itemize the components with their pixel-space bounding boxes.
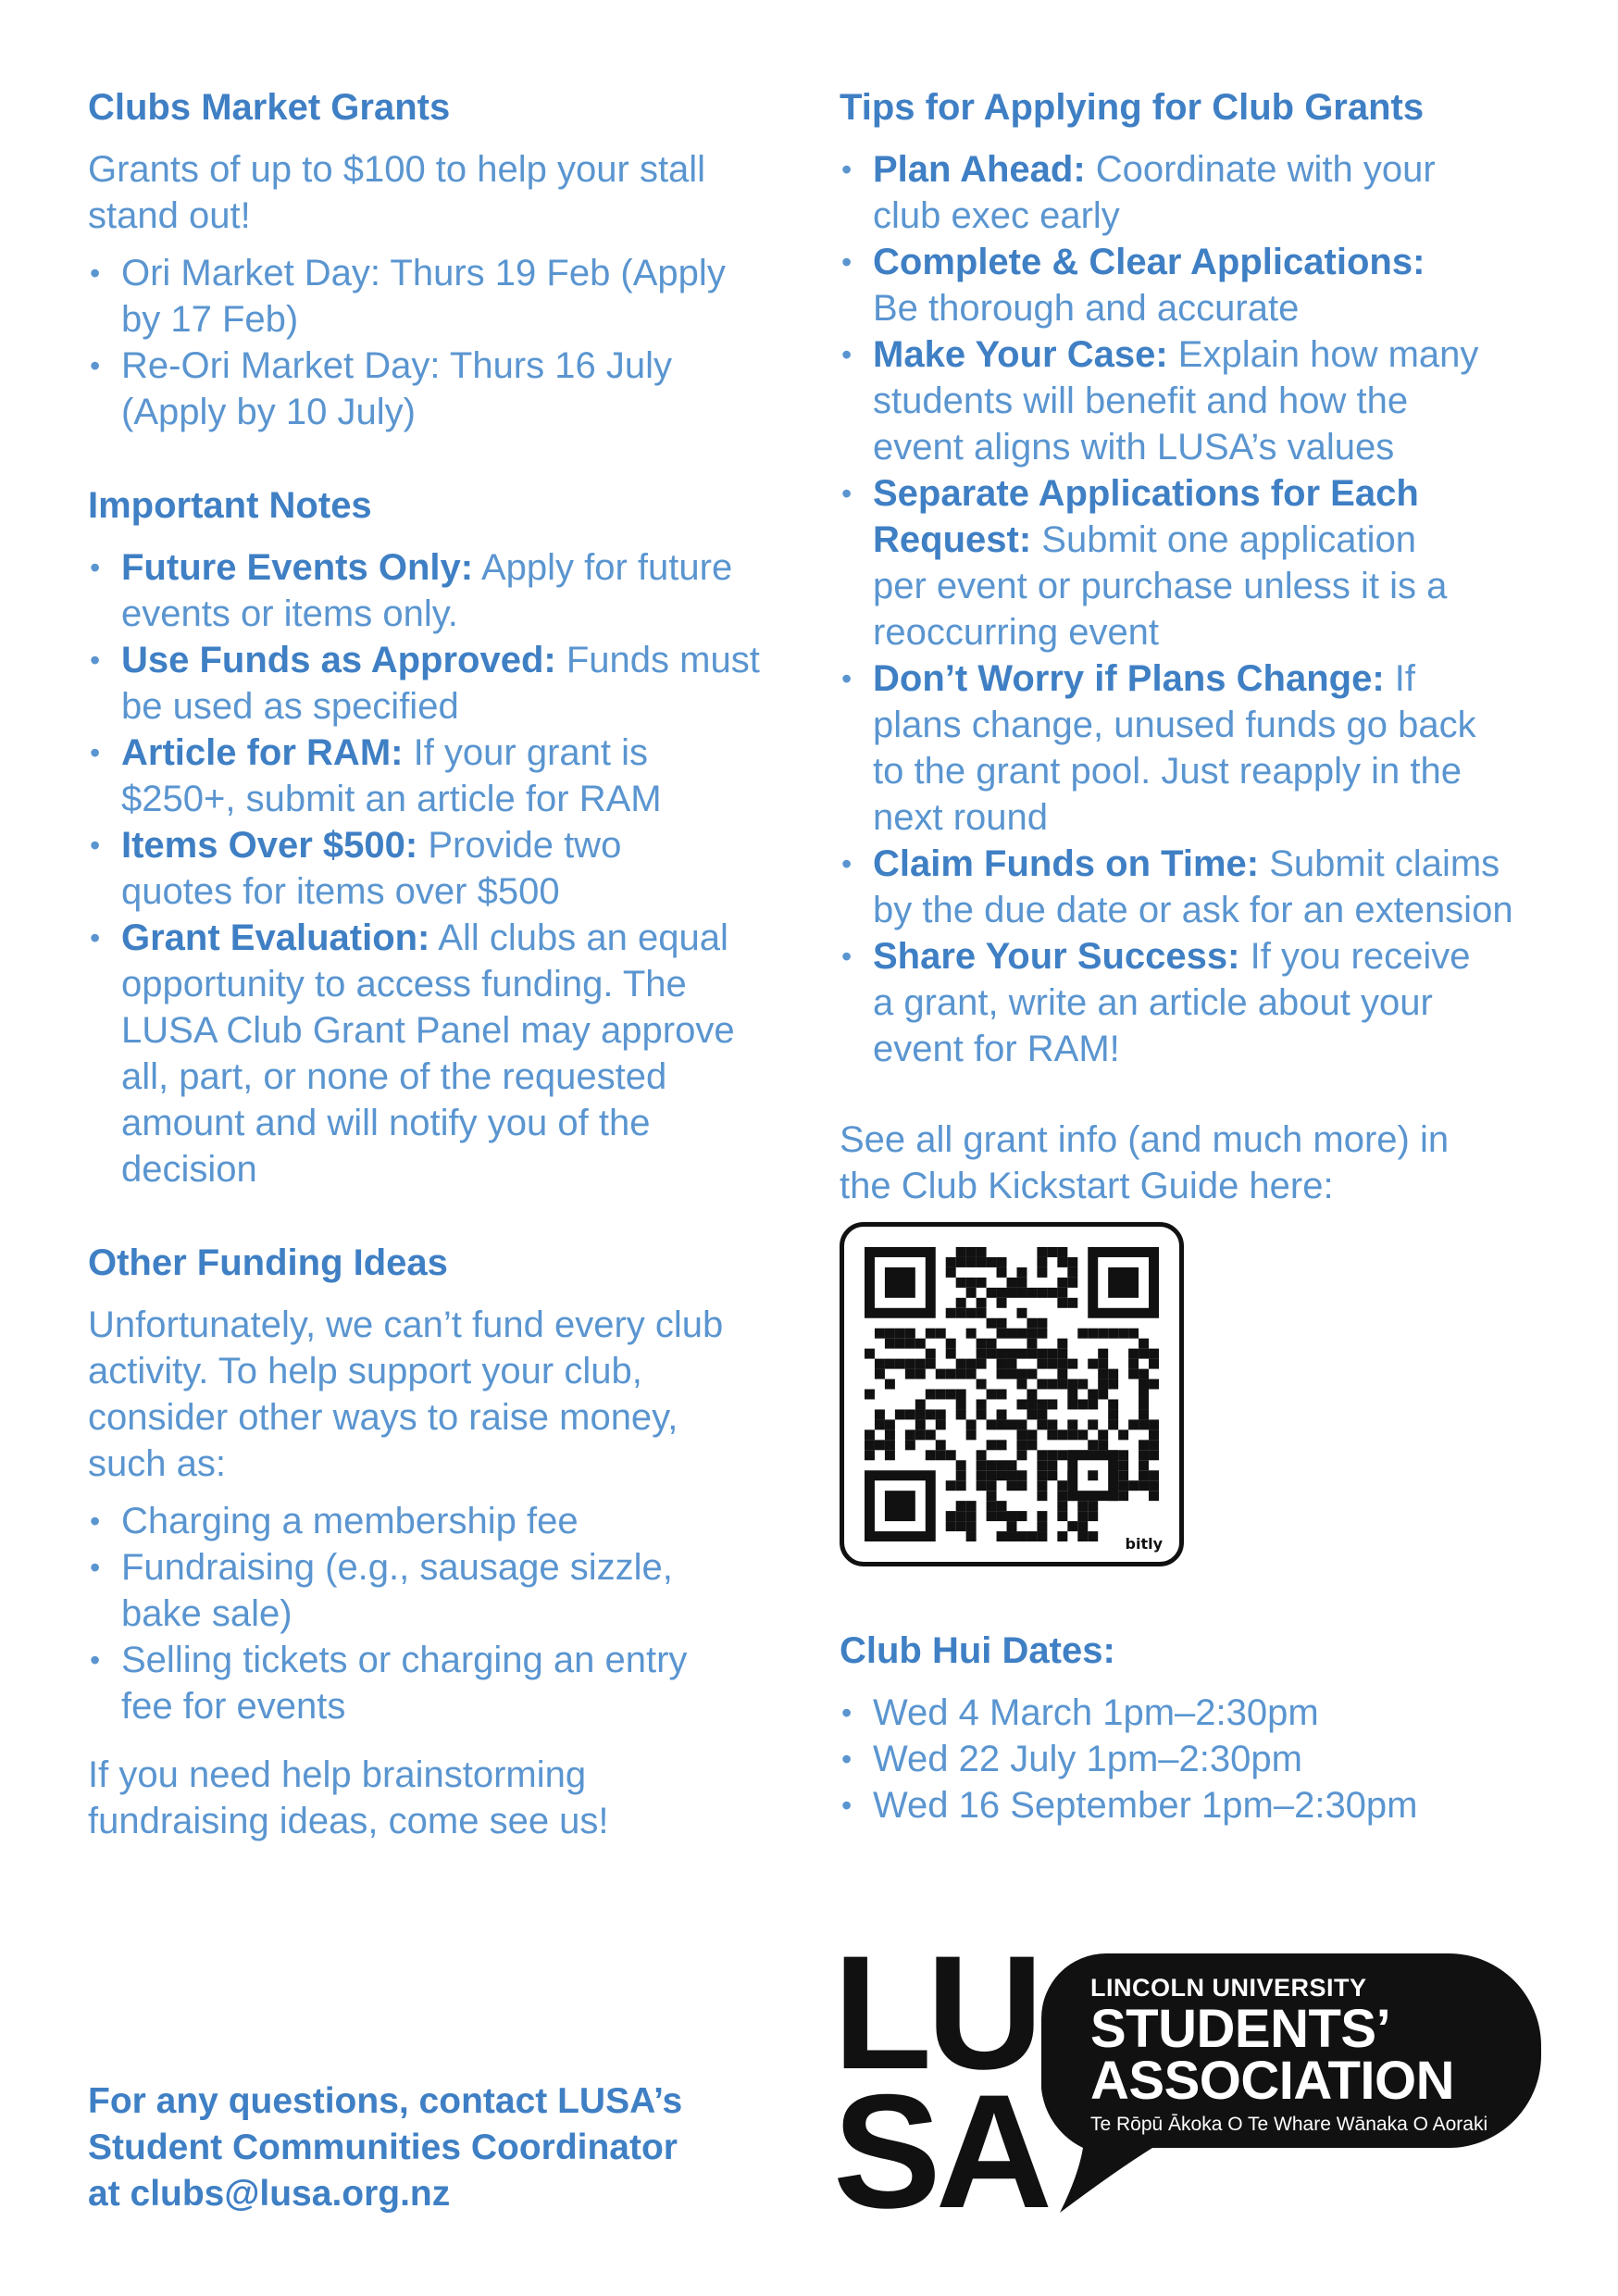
list-item: • Claim Funds on Time: Submit claims by the due date or ask for an extension xyxy=(840,841,1543,933)
list-item: • Use Funds as Approved: Funds must be used as specified xyxy=(88,637,801,730)
brainstorm-note: If you need help brainstorming fundraising ideas, come see us! xyxy=(88,1754,609,1841)
bitly-label: bitly xyxy=(1125,1535,1163,1553)
contact-info: For any questions, contact LUSA’s Student Communities Coordinator at clubs@lusa.org.nz xyxy=(88,2078,791,2217)
funding-ideas-list xyxy=(88,1498,801,1729)
list-item: • Future Events Only: Apply for future events or items only. xyxy=(88,544,801,637)
list-item: • Selling tickets or charging an entry fee for events xyxy=(88,1637,801,1729)
list-item: • Wed 16 September 1pm–2:30pm xyxy=(840,1782,1543,1828)
list-item: • Wed 22 July 1pm–2:30pm xyxy=(840,1736,1543,1782)
list-item: • Make Your Case: Explain how many students will benefit and how the event aligns with LUSA’s values xyxy=(840,331,1543,470)
hui-dates xyxy=(840,1625,1543,1828)
tips-list xyxy=(840,146,1543,1072)
right-column xyxy=(840,81,1543,1209)
list-item: • Complete & Clear Applications: Be thorough and accurate xyxy=(840,239,1543,331)
important-notes-list xyxy=(88,544,801,1192)
market-grants-heading: Clubs Market Grants xyxy=(88,87,451,128)
list-item: • Charging a membership fee xyxy=(88,1498,801,1544)
list-item: • Ori Market Day: Thurs 19 Feb (Apply by 17 Feb) xyxy=(88,250,801,343)
list-item: • Re-Ori Market Day: Thurs 16 July (Apply by 10 July) xyxy=(88,343,801,435)
hui-dates-list xyxy=(840,1690,1543,1828)
list-item: • Share Your Success: If you receive a grant, write an article about your event for RAM! xyxy=(840,933,1543,1072)
qr-code[interactable] xyxy=(840,1222,1184,1566)
tips-heading: Tips for Applying for Club Grants xyxy=(840,87,1425,128)
list-item: • Article for RAM: If your grant is $250+, submit an article for RAM xyxy=(88,730,801,822)
kickstart-guide-text: See all grant info (and much more) in the Club Kickstart Guide here: xyxy=(840,1119,1450,1206)
list-item: • Separate Applications for Each Request: Submit one application per event or purchase unless it is a reoccurring event xyxy=(840,470,1543,655)
other-funding-intro: Unfortunately, we can’t fund every club activity. To help support your club, consider other ways to raise money, such as: xyxy=(88,1304,724,1484)
left-column xyxy=(88,81,801,1844)
important-notes-heading: Important Notes xyxy=(88,485,372,526)
list-item: • Grant Evaluation: All clubs an equal opportunity to access funding. The LUSA Club Grant Panel may approve all, part, or none of the requested amount and will notify you of the decision xyxy=(88,915,801,1192)
contact-email[interactable]: at clubs@lusa.org.nz xyxy=(88,2174,451,2214)
list-item: • Fundraising (e.g., sausage sizzle, bake sale) xyxy=(88,1544,801,1637)
logo-text: LINCOLN UNIVERSITY STUDENTS’ ASSOCIATION Te Rōpū Ākoka O Te Whare Wānaka O Aoraki xyxy=(1090,1974,1488,2135)
list-item: • Wed 4 March 1pm–2:30pm xyxy=(840,1690,1543,1736)
other-funding-heading: Other Funding Ideas xyxy=(88,1242,448,1283)
qr-code-icon xyxy=(865,1247,1159,1541)
list-item: • Items Over $500: Provide two quotes for items over $500 xyxy=(88,822,801,915)
hui-dates-heading: Club Hui Dates: xyxy=(840,1630,1115,1671)
market-grants-intro: Grants of up to $100 to help your stall stand out! xyxy=(88,149,706,236)
lusa-logo xyxy=(833,1923,1555,2242)
logo-letters: LU SA xyxy=(833,1923,1048,2242)
market-days-list xyxy=(88,250,801,435)
list-item: • Don’t Worry if Plans Change: If plans change, unused funds go back to the grant pool. Just reapply in the next round xyxy=(840,655,1543,841)
list-item: • Plan Ahead: Coordinate with your club exec early xyxy=(840,146,1543,239)
